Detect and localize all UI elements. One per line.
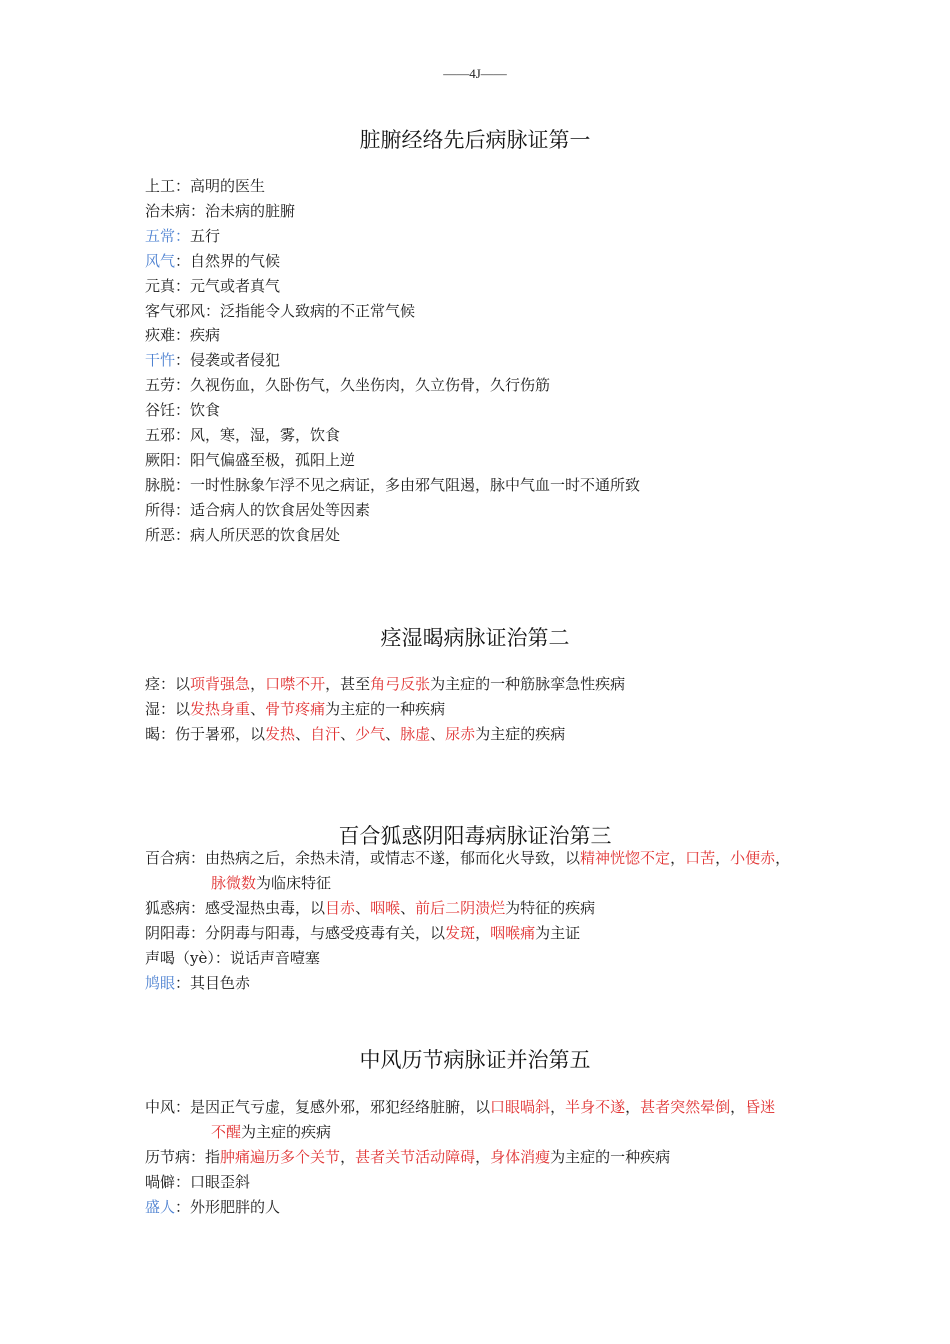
entry-yuanzhen: 元真：元气或者真气 bbox=[145, 276, 281, 295]
entry-jing: 痉：以项背强急，口噤不开，甚至角弓反张为主症的一种筋脉挛急性疾病 bbox=[145, 675, 626, 693]
section-3-entries bbox=[145, 846, 825, 995]
entry-jiuyan: 鸠眼：其目色赤 bbox=[145, 973, 251, 992]
entry-zhiweibing: 治未病：治未病的脏腑 bbox=[145, 201, 296, 220]
entry-wuchang: 五常：五行 bbox=[145, 226, 221, 245]
entry-keqixiefeng: 客气邪风：泛指能令人致病的不正常气候 bbox=[145, 301, 416, 320]
entry-ganwu: 干忤：侵袭或者侵犯 bbox=[145, 351, 281, 370]
section-title-3: 百合狐惑阴阳毒病脉证治第三 bbox=[338, 824, 612, 848]
section-title-2: 痉湿暍病脉证治第二 bbox=[380, 626, 570, 650]
entry-guren: 谷饪：饮食 bbox=[145, 401, 221, 420]
entry-continuation: 不醒为主症的疾病 bbox=[211, 1122, 332, 1141]
entry-jueyang: 厥阳：阳气偏盛至极，孤阳上逆 bbox=[145, 450, 356, 469]
entry-fengqi: 风气：自然界的气候 bbox=[145, 251, 281, 270]
entry-yinyangdu: 阴阳毒：分阴毒与阳毒，与感受疫毒有关，以发斑，咽喉痛为主证 bbox=[145, 923, 581, 942]
entry-lijiebing: 历节病：指肿痛遍历多个关节，甚者关节活动障碍，身体消瘦为主症的一种疾病 bbox=[145, 1147, 671, 1166]
entry-wuxie: 五邪：风，寒，湿，雾，饮食 bbox=[145, 426, 341, 445]
entry-suowu: 所恶：病人所厌恶的饮食居处 bbox=[145, 525, 341, 544]
entry-ye: 暍：伤于暑邪，以发热、自汗、少气、脉虚、尿赤为主症的疾病 bbox=[145, 724, 566, 743]
section-title-1: 脏腑经络先后病脉证第一 bbox=[359, 128, 591, 152]
page-number: ——4J—— bbox=[443, 66, 507, 81]
entry-continuation: 脉微数为临床特征 bbox=[211, 873, 332, 892]
entry-baihebing: 百合病：由热病之后，余热未清，或情志不遂，郁而化火导致，以精神恍惚不定，口苦，小便赤， 脉微数为临床特征 bbox=[145, 846, 825, 896]
entry-wulao: 五劳：久视伤血，久卧伤气，久坐伤肉，久立伤骨，久行伤筋 bbox=[145, 376, 551, 395]
section-4-entries bbox=[145, 1095, 825, 1220]
entry-chennan: 疢难：疾病 bbox=[145, 326, 221, 345]
entry-suode: 所得：适合病人的饮食居处等因素 bbox=[145, 500, 371, 519]
entry-shanggong: 上工：高明的医生 bbox=[145, 177, 266, 195]
section-title-4: 中风历节病脉证并治第五 bbox=[359, 1048, 591, 1072]
entry-shengye: 声喝（yè）：说话声音噎塞 bbox=[145, 948, 320, 967]
section-2-entries bbox=[145, 672, 825, 747]
entry-shengren: 盛人：外形肥胖的人 bbox=[145, 1197, 281, 1216]
entry-shi: 湿：以发热身重、骨节疼痛为主症的一种疾病 bbox=[145, 699, 446, 718]
entry-zhongfeng: 中风：是因正气亏虚，复感外邪，邪犯经络脏腑，以口眼喎斜，半身不遂，甚者突然晕倒，昏迷 不醒为主症的疾病 bbox=[145, 1095, 825, 1145]
entry-huhuobing: 狐惑病：感受湿热虫毒，以目赤、咽喉、前后二阴溃烂为特征的疾病 bbox=[145, 898, 596, 917]
entry-maituo: 脉脱：一时性脉象乍浮不见之病证，多由邪气阻遏，脉中气血一时不通所致 bbox=[145, 475, 641, 494]
entry-wopi: 喎僻：口眼歪斜 bbox=[145, 1172, 251, 1191]
section-1-entries bbox=[145, 174, 825, 548]
